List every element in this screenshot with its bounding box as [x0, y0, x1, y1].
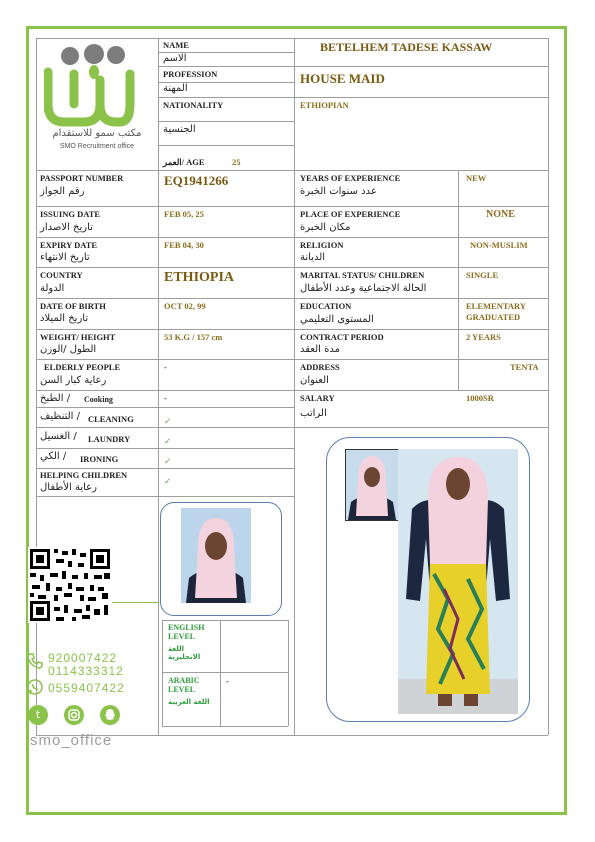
- passport-label-ar: رقم الجواز: [40, 186, 85, 197]
- phone-2: 0114333312: [48, 664, 124, 678]
- name-label: NAME: [163, 40, 189, 50]
- address-label: ADDRESS: [300, 362, 340, 372]
- full-body-photo: [398, 449, 518, 714]
- weight-value: 53 K.G / 157 cm: [164, 332, 223, 342]
- contract-label-ar: مدة العقد: [300, 344, 340, 355]
- ironing-check-icon: ✓: [164, 456, 172, 466]
- phone-1: 920007422: [48, 651, 118, 665]
- marital-label: MARITAL STATUS/ CHILDREN: [300, 270, 425, 280]
- passport-label: PASSPORT NUMBER: [40, 173, 124, 183]
- nationality-label: NATIONALITY: [163, 100, 224, 110]
- education-label-ar: المستوى التعليمي: [300, 314, 374, 325]
- elderly-label: ELDERLY PEOPLE: [44, 362, 121, 372]
- english-level-label: ENGLISH LEVEL: [168, 623, 205, 641]
- nationality-label-ar: الجنسية: [163, 124, 196, 135]
- instagram-icon[interactable]: [64, 705, 84, 725]
- experience-value: NEW: [466, 173, 487, 183]
- dob-value: OCT 02, 99: [164, 301, 206, 311]
- marital-label-ar: الحالة الاجتماعية وعدد الأطفال: [300, 283, 427, 294]
- nationality-value: ETHIOPIAN: [300, 100, 349, 110]
- arabic-level-label: ARABIC LEVEL: [168, 676, 200, 694]
- snapchat-icon[interactable]: [100, 705, 120, 725]
- ironing-label: IRONING: [80, 454, 119, 464]
- dob-label: DATE OF BIRTH: [40, 301, 106, 311]
- portrait-photo: [181, 508, 251, 603]
- children-label: HELPING CHILDREN: [40, 470, 128, 480]
- place-label-ar: مكان الخبرة: [300, 222, 351, 233]
- passport-value: EQ1941266: [164, 173, 229, 188]
- contract-label: CONTRACT PERIOD: [300, 332, 384, 342]
- ironing-label-ar: الكي /: [40, 451, 67, 462]
- address-value: TENTA: [510, 362, 539, 372]
- salary-label-ar: الراتب: [300, 408, 327, 419]
- marital-value: SINGLE: [466, 270, 499, 280]
- address-label-ar: العنوان: [300, 375, 329, 386]
- experience-label: YEARS OF EXPERIENCE: [300, 173, 401, 183]
- country-label-ar: الدولة: [40, 283, 65, 294]
- age-value: 25: [232, 157, 241, 167]
- religion-label-ar: الديانة: [300, 252, 326, 263]
- twitter-icon[interactable]: t: [28, 705, 48, 725]
- contract-value: 2 YEARS: [466, 332, 501, 342]
- brand-english: SMO Recruitment office: [59, 143, 135, 150]
- education-value-2: GRADUATED: [466, 312, 521, 322]
- profession-label: PROFESSION: [163, 69, 218, 79]
- country-label: COUNTRY: [40, 270, 83, 280]
- religion-label: RELIGION: [300, 240, 344, 250]
- education-value-1: ELEMENTARY: [466, 301, 526, 311]
- place-value: NONE: [486, 209, 515, 220]
- elderly-value: -: [164, 362, 167, 372]
- cooking-value: -: [164, 393, 167, 403]
- english-level-label-ar: اللغة الانجليزية: [168, 645, 201, 661]
- arabic-level-label-ar: اللغة العربية: [168, 698, 210, 706]
- headshot-photo: [345, 449, 399, 521]
- cleaning-label-ar: التنظيف /: [40, 411, 80, 422]
- religion-value: NON-MUSLIM: [470, 240, 528, 250]
- country-value: ETHIOPIA: [164, 270, 235, 285]
- qr-code: [28, 547, 112, 623]
- cleaning-check-icon: ✓: [164, 416, 172, 426]
- issuing-label: ISSUING DATE: [40, 209, 101, 219]
- age-label: العمر/ AGE: [163, 157, 205, 167]
- salary-value: 1000SR: [466, 393, 494, 403]
- profession-value: HOUSE MAID: [300, 71, 385, 86]
- company-logo: [44, 42, 144, 127]
- place-label: PLACE OF EXPERIENCE: [300, 209, 401, 219]
- laundry-label: LAUNDRY: [88, 434, 131, 444]
- issuing-value: FEB 05, 25: [164, 209, 204, 219]
- expiry-label-ar: تاريخ الانتهاء: [40, 252, 90, 263]
- name-label-ar: الاسم: [163, 53, 187, 64]
- issuing-label-ar: تاريخ الاصدار: [40, 222, 93, 233]
- weight-label-ar: الطول /الوزن: [40, 344, 97, 355]
- profession-label-ar: المهنة: [163, 83, 188, 94]
- cooking-label-ar: الطبخ /: [40, 393, 71, 404]
- brand-arabic: مكتب سمو للاستقدام: [52, 128, 142, 139]
- experience-label-ar: عدد سنوات الخبرة: [300, 186, 377, 197]
- salary-label: SALARY: [300, 393, 335, 403]
- elderly-label-ar: رعاية كبار السن: [40, 375, 107, 386]
- laundry-check-icon: ✓: [164, 436, 172, 446]
- dob-label-ar: تاريخ الميلاد: [40, 313, 89, 324]
- cleaning-label: CLEANING: [88, 414, 134, 424]
- children-label-ar: رعاية الأطفال: [40, 482, 97, 493]
- whatsapp-number: 0559407422: [48, 681, 125, 695]
- children-check-icon: ✓: [164, 476, 172, 486]
- weight-label: WEIGHT/ HEIGHT: [40, 332, 116, 342]
- name-value: BETELHEM TADESE KASSAW: [320, 40, 493, 54]
- arabic-level-value: -: [226, 676, 229, 686]
- cooking-label: Cooking: [84, 395, 113, 404]
- whatsapp-icon: [26, 678, 44, 696]
- phone-icon: [26, 652, 44, 670]
- laundry-label-ar: الغسيل /: [40, 431, 77, 442]
- expiry-label: EXPIRY DATE: [40, 240, 98, 250]
- expiry-value: FEB 04, 30: [164, 240, 204, 250]
- social-handle: smo_office: [30, 732, 113, 749]
- education-label: EDUCATION: [300, 301, 352, 311]
